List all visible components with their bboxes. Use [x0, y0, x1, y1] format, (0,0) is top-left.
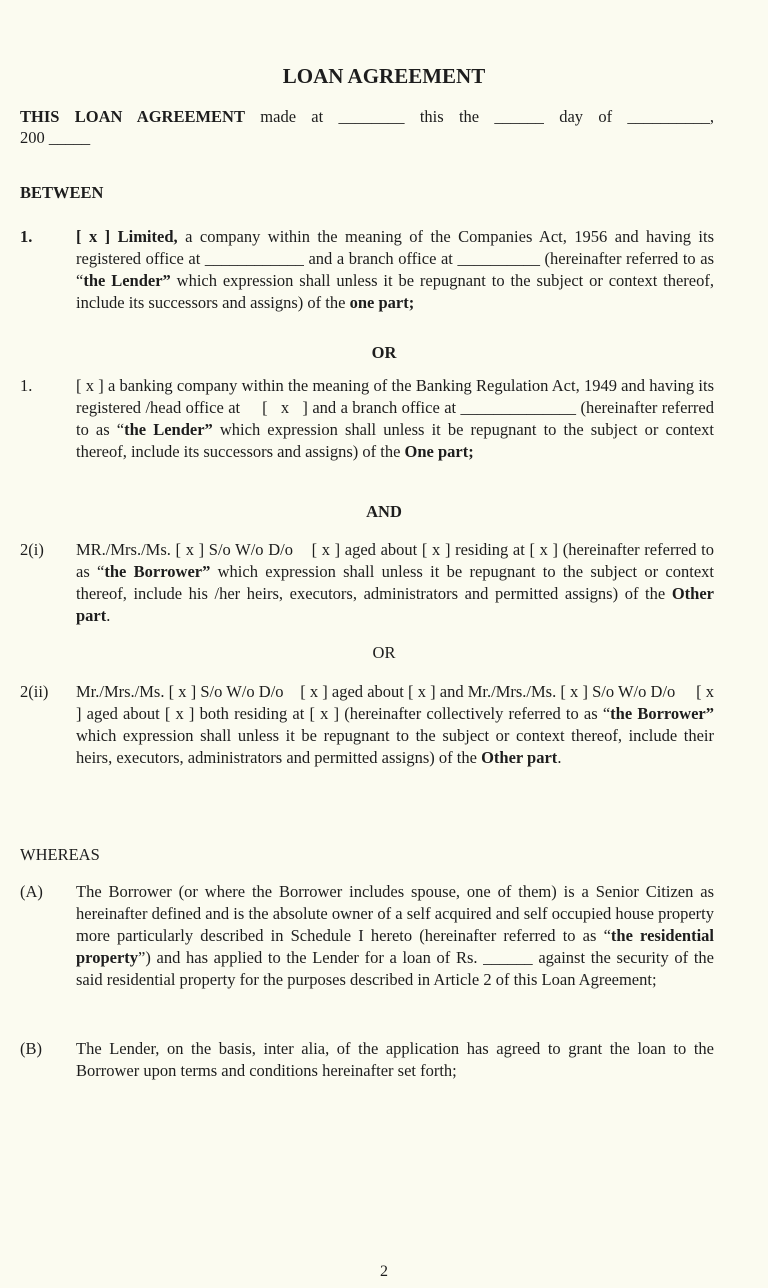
bold-run: the Lender” — [124, 420, 213, 439]
document-title: LOAN AGREEMENT — [282, 64, 486, 88]
clause-1-lender-bank — [20, 375, 714, 463]
bold-run: Other part — [76, 584, 714, 625]
bold-run: one part; — [349, 293, 415, 312]
company-name: [ x ] Limited, — [76, 227, 178, 246]
recital-b — [20, 1038, 714, 1082]
clause-2i-borrower — [20, 539, 714, 627]
bold-run: the Borrower” — [610, 704, 714, 723]
text-run: which expression shall unless it be repugnant to the subject or context thereof, include its successors and assigns) of the — [76, 271, 714, 312]
text-run: MR./Mrs./Ms. [ x ] S/o W/o D/o [ x ] aged about [ x ] residing at [ x ] (hereinafter referred to as “ — [76, 540, 714, 581]
clause-number: (B) — [20, 1039, 42, 1058]
text-run: which expression shall unless it be repugnant to the subject or context thereof, include his /her heirs, executors, administrators and permitted assigns) of the — [76, 562, 714, 603]
clause-number: 1. — [20, 376, 33, 395]
clause-2ii-borrowers — [20, 681, 714, 769]
and-separator: AND — [366, 502, 402, 521]
clause-text — [76, 681, 714, 769]
bold-run: the Borrower” — [104, 562, 211, 581]
recital-a — [20, 881, 714, 991]
clause-number: (A) — [20, 882, 43, 901]
intro-bold: THIS LOAN AGREEMENT — [20, 107, 245, 126]
clause-number: 2(ii) — [20, 682, 49, 701]
clause-number: 2(i) — [20, 540, 44, 559]
clause-text — [76, 226, 714, 314]
clause-number: 1. — [20, 227, 33, 246]
intro-year: 200 _____ — [20, 128, 91, 147]
or-separator: OR — [372, 643, 396, 662]
page-number: 2 — [380, 1263, 388, 1280]
whereas-heading: WHEREAS — [20, 845, 100, 864]
text-run: . — [106, 606, 111, 625]
clause-1-lender-company — [20, 226, 714, 314]
clause-text — [76, 375, 714, 463]
clause-text: The Lender, on the basis, inter alia, of the application has agreed to grant the loan to the Borrower upon terms and conditions hereinafter set forth; — [76, 1039, 714, 1080]
text-run: which expression shall unless it be repugnant to the subject or context thereof, include its successors and assigns) of the — [76, 420, 715, 461]
text-run: . — [557, 748, 562, 767]
text-run: Mr./Mrs./Ms. [ x ] S/o W/o D/o [ x ] aged about [ x ] and Mr./Mrs./Ms. [ x ] S/o W/o D/o [ x ] aged about [ x ] both residing at [ x ] (hereinafter collectively referred to as “ — [76, 682, 714, 723]
or-separator: OR — [371, 343, 397, 362]
intro-line — [20, 106, 714, 128]
clause-text — [76, 881, 714, 991]
text-run: which expression shall unless it be repugnant to the subject or context thereof, include their heirs, executors, administrators and permitted assigns) of the — [76, 726, 714, 767]
bold-run: Other part — [481, 748, 558, 767]
bold-run: the Lender” — [83, 271, 171, 290]
between-heading: BETWEEN — [20, 183, 104, 202]
intro-text: made at ________ this the ______ day of __________, — [244, 107, 714, 126]
clause-text — [76, 539, 714, 627]
text-run: The Borrower (or where the Borrower includes spouse, one of them) is a Senior Citizen as hereinafter defined and is the absolute owner of a self acquired and self occupied house property more particularly described in Schedule I hereto (hereinafter referred to as “ — [76, 882, 714, 945]
text-run: [ x ] a banking company within the meaning of the Banking Regulation Act, 1949 and having its registered /head office at [ x ] and a branch office at ______________ (hereinafter referred to as “ — [76, 376, 714, 439]
bold-run: the residential property — [76, 926, 714, 967]
text-run: ”) and has applied to the Lender for a loan of Rs. ______ against the security of the said residential property for the purposes described in Article 2 of this Loan Agreement; — [76, 948, 714, 989]
text-run: a company within the meaning of the Companies Act, 1956 and having its registered office at ____________ and a branch office at __________ (hereinafter referred to as “ — [76, 227, 714, 290]
bold-run: One part; — [404, 442, 474, 461]
